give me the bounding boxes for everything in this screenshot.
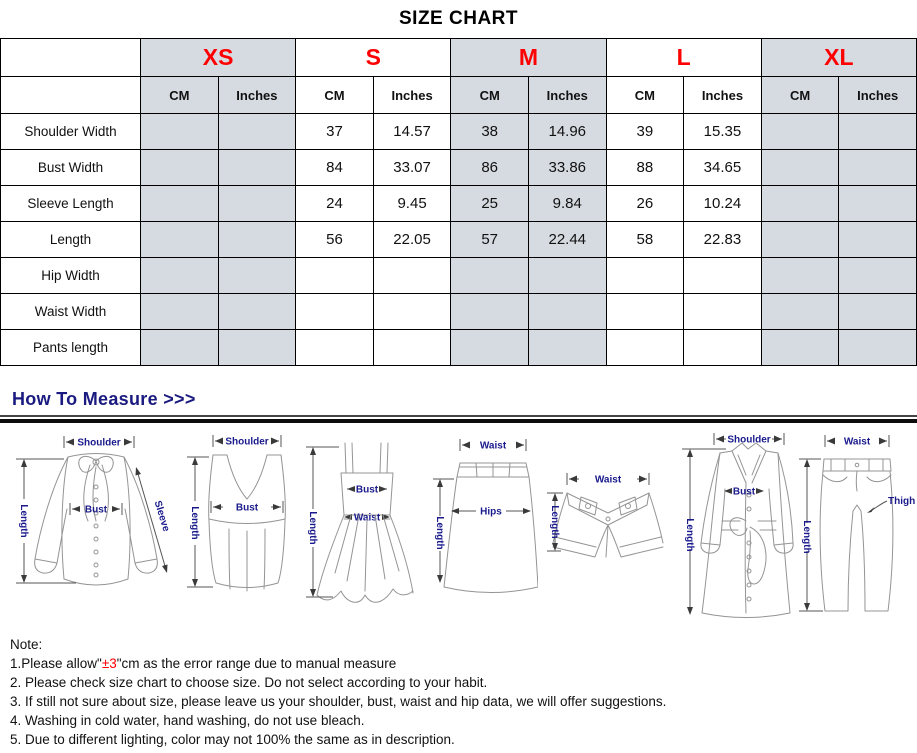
dress-diagram [303,431,415,627]
cell-l-inches: 34.65 [684,150,762,186]
divider-rule [0,415,917,423]
cell-xs-cm [141,222,219,258]
cell-xs-inches [218,294,296,330]
row-label: Sleeve Length [1,186,141,222]
shoulder-measure-label: Shoulder [77,437,121,449]
cell-m-cm: 38 [451,114,529,150]
coat-diagram [668,431,796,627]
note-line-1: 1.Please allow"±3"cm as the error range due to manual measure [10,656,397,671]
cell-s-inches [373,330,451,366]
row-label: Hip Width [1,258,141,294]
cell-xl-cm [761,258,839,294]
cell-xl-cm [761,150,839,186]
length-measure-label: Length [434,516,445,550]
shoulder-measure-label: Shoulder [225,436,269,448]
row-label: Length [1,222,141,258]
notes-section [10,635,917,749]
cell-xl-inches [839,150,917,186]
cell-xs-inches [218,186,296,222]
corner-cell [1,39,141,77]
cell-xs-inches [218,330,296,366]
sleeve-measure-label: Sleeve [151,499,172,533]
unit-m-inches: Inches [528,77,606,114]
waist-measure-label: Waist [843,436,871,448]
hips-measure-label: Hips [480,506,502,518]
cell-s-inches: 22.05 [373,222,451,258]
cell-xs-cm [141,330,219,366]
cell-s-inches: 14.57 [373,114,451,150]
table-row [1,258,917,294]
table-row [1,186,917,222]
bust-measure-label: Bust [355,484,379,496]
cell-xl-inches [839,186,917,222]
thigh-measure-label: Thigh [888,496,916,507]
unit-xl-inches: Inches [839,77,917,114]
tank-top-diagram [183,431,298,627]
note-line-2: 2. Please check size chart to choose size. Do not select according to your habit. [10,675,488,690]
unit-header-row [1,77,917,114]
unit-xs-inches: Inches [218,77,296,114]
cell-m-inches: 9.84 [528,186,606,222]
size-header-l: L [606,39,761,77]
size-header-xs: XS [141,39,296,77]
cell-s-cm: 37 [296,114,374,150]
cell-l-cm [606,330,684,366]
cell-xl-cm [761,294,839,330]
cell-s-cm: 56 [296,222,374,258]
cell-m-cm: 86 [451,150,529,186]
cell-m-inches: 22.44 [528,222,606,258]
cell-m-cm [451,330,529,366]
size-header-xl: XL [761,39,916,77]
notes-heading: Note: [10,637,43,652]
cell-xl-inches [839,330,917,366]
cell-xs-cm [141,114,219,150]
cell-xs-inches [218,150,296,186]
cell-l-cm: 39 [606,114,684,150]
cell-l-cm [606,294,684,330]
size-header-m: M [451,39,606,77]
cell-s-cm: 24 [296,186,374,222]
cell-xl-cm [761,222,839,258]
cell-l-inches: 10.24 [684,186,762,222]
cell-m-inches [528,258,606,294]
cell-s-cm [296,294,374,330]
note-line-4: 4. Washing in cold water, hand washing, do not use bleach. [10,713,365,728]
error-range-highlight: ±3 [101,656,117,671]
shorts-diagram [545,431,665,627]
unit-l-inches: Inches [684,77,762,114]
cell-s-inches: 9.45 [373,186,451,222]
cell-xs-cm [141,150,219,186]
note-line-3: 3. If still not sure about size, please leave us your shoulder, bust, waist and hip data, we will offer suggestions. [10,694,667,709]
cell-m-inches: 14.96 [528,114,606,150]
cell-l-inches [684,330,762,366]
bust-measure-label: Bust [235,502,259,514]
cell-s-inches [373,294,451,330]
unit-s-cm: CM [296,77,374,114]
bust-measure-label: Bust [732,486,756,498]
cell-xs-cm [141,258,219,294]
length-measure-label: Length [189,506,200,540]
cell-s-cm [296,258,374,294]
cell-l-inches [684,258,762,294]
skirt-diagram [430,431,538,627]
row-label: Waist Width [1,294,141,330]
row-label: Pants length [1,330,141,366]
row-label: Bust Width [1,150,141,186]
bust-measure-label: Bust [84,504,108,516]
waist-measure-label: Waist [594,474,622,486]
pants-diagram [795,431,917,627]
cell-m-cm [451,294,529,330]
cell-s-inches [373,258,451,294]
cell-xs-cm [141,294,219,330]
unit-s-inches: Inches [373,77,451,114]
length-measure-label: Length [18,504,29,538]
cell-m-cm: 57 [451,222,529,258]
cell-l-inches: 22.83 [684,222,762,258]
cell-s-cm: 84 [296,150,374,186]
size-header-s: S [296,39,451,77]
cell-l-cm [606,258,684,294]
cell-l-inches: 15.35 [684,114,762,150]
cell-xl-cm [761,186,839,222]
cell-xl-inches [839,294,917,330]
cell-xs-inches [218,258,296,294]
cell-xs-inches [218,114,296,150]
cell-s-cm [296,330,374,366]
cell-m-inches [528,330,606,366]
length-measure-label: Length [684,518,695,552]
how-to-measure-text: How To Measure [12,389,158,409]
cell-m-cm: 25 [451,186,529,222]
cell-s-inches: 33.07 [373,150,451,186]
table-row [1,222,917,258]
cell-m-inches [528,294,606,330]
size-chart-table [0,38,917,366]
cell-m-inches: 33.86 [528,150,606,186]
note-line-5: 5. Due to different lighting, color may not 100% the same as in description. [10,732,455,747]
cell-xl-cm [761,114,839,150]
cell-m-cm [451,258,529,294]
cell-l-inches [684,294,762,330]
cell-xs-cm [141,186,219,222]
cell-xs-inches [218,222,296,258]
cell-l-cm: 88 [606,150,684,186]
row-label: Shoulder Width [1,114,141,150]
cell-xl-inches [839,222,917,258]
cell-xl-inches [839,114,917,150]
unit-xs-cm: CM [141,77,219,114]
cell-l-cm: 58 [606,222,684,258]
table-row [1,330,917,366]
unit-m-cm: CM [451,77,529,114]
cell-l-cm: 26 [606,186,684,222]
size-header-row [1,39,917,77]
chevrons-icon: >>> [163,389,196,409]
measure-diagrams [0,431,917,627]
table-row [1,114,917,150]
page-title: SIZE CHART [399,8,518,29]
corner-cell-2 [1,77,141,114]
shoulder-measure-label: Shoulder [727,434,771,446]
how-to-measure-heading [12,389,917,411]
waist-measure-label: Waist [353,512,381,524]
unit-xl-cm: CM [761,77,839,114]
cell-xl-cm [761,330,839,366]
cell-xl-inches [839,258,917,294]
waist-measure-label: Waist [479,440,507,452]
length-measure-label: Length [307,511,318,545]
table-row [1,294,917,330]
unit-l-cm: CM [606,77,684,114]
blouse-diagram [12,431,178,627]
length-measure-label: Length [549,505,560,539]
table-row [1,150,917,186]
length-measure-label: Length [801,520,812,554]
